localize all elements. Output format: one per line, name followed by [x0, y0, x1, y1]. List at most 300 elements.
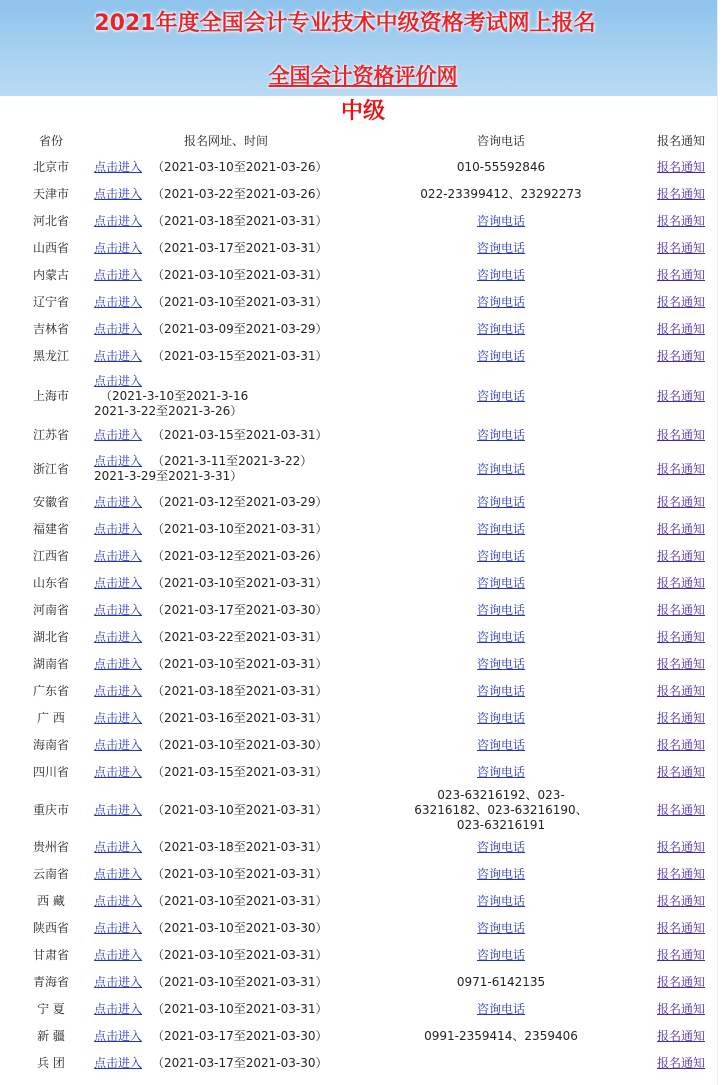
enter-link[interactable]: 点击进入: [94, 975, 143, 989]
url-time-cell: [94, 289, 358, 316]
phone-link[interactable]: 咨询电话: [476, 738, 525, 752]
enter-link[interactable]: 点击进入: [94, 684, 143, 698]
province-cell: 西 藏: [37, 894, 65, 908]
notice-link[interactable]: 报名通知: [656, 765, 705, 779]
date-range: （2021-03-17至2021-03-30）: [152, 603, 328, 617]
url-time-cell: [94, 651, 358, 678]
province-cell: 陕西省: [32, 921, 69, 935]
phone-cell: [358, 516, 644, 543]
date-range: （2021-03-10至2021-03-31）: [152, 894, 328, 908]
notice-cell: [644, 678, 718, 705]
phone-cell: [358, 915, 644, 942]
notice-cell: [644, 1050, 718, 1077]
notice-cell: [644, 915, 718, 942]
url-time-cell: [94, 678, 358, 705]
enter-link[interactable]: 点击进入: [94, 187, 143, 201]
date-range: （2021-03-17至2021-03-30）: [152, 1056, 328, 1070]
phone-cell: [358, 289, 644, 316]
enter-link[interactable]: 点击进入: [94, 322, 143, 336]
notice-link[interactable]: 报名通知: [656, 840, 705, 854]
phone-link[interactable]: 咨询电话: [476, 428, 525, 442]
notice-link[interactable]: 报名通知: [656, 948, 705, 962]
date-range: （2021-03-10至2021-03-31）: [152, 295, 328, 309]
url-time-cell: [94, 543, 358, 570]
url-time-cell: [94, 235, 358, 262]
phone-link[interactable]: 咨询电话: [476, 295, 525, 309]
phone-cell: [358, 208, 644, 235]
province-cell: 广东省: [32, 684, 69, 698]
table-row: [8, 289, 718, 316]
phone-link[interactable]: 咨询电话: [476, 657, 525, 671]
right-edge-strip: [717, 0, 726, 1085]
notice-link[interactable]: 报名通知: [656, 1029, 705, 1043]
table-row: [8, 996, 718, 1023]
province-cell: 内蒙古: [32, 268, 69, 282]
phone-link[interactable]: 咨询电话: [476, 322, 525, 336]
url-time-cell: [94, 516, 358, 543]
enter-link[interactable]: 点击进入: [94, 657, 143, 671]
url-time-cell: [94, 449, 358, 489]
date-range-second: 2021-3-29至2021-3-31）: [94, 469, 243, 483]
date-range: （2021-03-16至2021-03-31）: [152, 711, 328, 725]
notice-cell: [644, 235, 718, 262]
enter-link[interactable]: 点击进入: [94, 295, 143, 309]
province-cell: 广 西: [37, 711, 65, 725]
enter-link[interactable]: 点击进入: [94, 765, 143, 779]
table-row: [8, 516, 718, 543]
date-range: （2021-03-12至2021-03-29）: [152, 495, 328, 509]
header-banner: [0, 0, 726, 96]
date-range: （2021-03-18至2021-03-31）: [152, 684, 328, 698]
enter-link[interactable]: 点击进入: [94, 160, 143, 174]
enter-link[interactable]: 点击进入: [94, 1056, 143, 1070]
enter-link[interactable]: 点击进入: [94, 495, 143, 509]
url-time-cell: [94, 942, 358, 969]
enter-link[interactable]: 点击进入: [94, 738, 143, 752]
phone-number-line: 023-63216191: [456, 817, 546, 832]
phone-link[interactable]: 咨询电话: [476, 765, 525, 779]
province-cell: 天津市: [32, 187, 69, 201]
url-time-cell: [94, 915, 358, 942]
notice-link[interactable]: 报名通知: [656, 921, 705, 935]
phone-number: 010-55592846: [456, 160, 546, 174]
phone-cell: [358, 316, 644, 343]
notice-link[interactable]: 报名通知: [656, 1056, 705, 1070]
notice-cell: [644, 489, 718, 516]
phone-cell: [358, 489, 644, 516]
province-cell: 山东省: [32, 576, 69, 590]
header-url-time: 报名网址、时间: [183, 133, 268, 148]
notice-cell: [644, 289, 718, 316]
province-cell: 江西省: [32, 549, 69, 563]
phone-link[interactable]: 咨询电话: [476, 495, 525, 509]
notice-link[interactable]: 报名通知: [656, 684, 705, 698]
table-row: [8, 370, 718, 422]
notice-cell: [644, 516, 718, 543]
province-cell: 河北省: [32, 214, 69, 228]
enter-link[interactable]: 点击进入: [94, 214, 143, 228]
url-time-cell: [94, 597, 358, 624]
date-range: （2021-03-10至2021-03-31）: [152, 867, 328, 881]
phone-link[interactable]: 咨询电话: [476, 711, 525, 725]
date-range: （2021-03-15至2021-03-31）: [152, 349, 328, 363]
url-time-cell: [94, 996, 358, 1023]
enter-link[interactable]: 点击进入: [94, 1029, 143, 1043]
date-range: （2021-03-12至2021-03-26）: [152, 549, 328, 563]
phone-link[interactable]: 咨询电话: [476, 349, 525, 363]
province-cell: 山西省: [32, 241, 69, 255]
date-range: （2021-03-10至2021-03-31）: [152, 522, 328, 536]
date-range: （2021-03-15至2021-03-31）: [152, 765, 328, 779]
notice-link[interactable]: 报名通知: [656, 214, 705, 228]
table-row: [8, 861, 718, 888]
phone-cell: [358, 235, 644, 262]
notice-cell: [644, 969, 718, 996]
url-time-cell: [94, 343, 358, 370]
phone-number-line: 023-63216192、023-: [437, 787, 565, 802]
notice-cell: [644, 1023, 718, 1050]
date-range: （2021-03-10至2021-03-31）: [152, 576, 328, 590]
notice-cell: [644, 597, 718, 624]
notice-link[interactable]: 报名通知: [656, 630, 705, 644]
province-cell: 云南省: [32, 867, 69, 881]
table-row: [8, 489, 718, 516]
phone-cell: [358, 449, 644, 489]
date-range: （2021-03-15至2021-03-31）: [152, 428, 328, 442]
notice-cell: [644, 651, 718, 678]
date-range: （2021-03-10至2021-03-31）: [152, 802, 328, 817]
table-row: [8, 343, 718, 370]
enter-link[interactable]: 点击进入: [94, 840, 143, 854]
notice-cell: [644, 208, 718, 235]
table-row: [8, 597, 718, 624]
date-range: （2021-03-10至2021-03-26）: [152, 160, 328, 174]
table-row: [8, 759, 718, 786]
notice-cell: [644, 543, 718, 570]
notice-link[interactable]: 报名通知: [656, 160, 705, 174]
date-range: （2021-03-22至2021-03-31）: [152, 630, 328, 644]
phone-cell: [358, 262, 644, 289]
url-time-cell: [94, 834, 358, 861]
phone-cell: [358, 570, 644, 597]
enter-link[interactable]: 点击进入: [94, 373, 143, 388]
enter-link[interactable]: 点击进入: [94, 241, 143, 255]
table-row: [8, 235, 718, 262]
url-time-cell: [94, 316, 358, 343]
banner-site-link[interactable]: 全国会计资格评价网: [268, 64, 458, 88]
enter-link[interactable]: 点击进入: [94, 603, 143, 617]
enter-link[interactable]: 点击进入: [94, 921, 143, 935]
enter-link[interactable]: 点击进入: [94, 711, 143, 725]
province-cell: 甘肃省: [32, 948, 69, 962]
notice-cell: [644, 154, 718, 181]
enter-link[interactable]: 点击进入: [94, 1002, 143, 1016]
province-cell: 上海市: [32, 388, 69, 403]
date-range: （2021-03-10至2021-03-31）: [152, 948, 328, 962]
date-range: （2021-3-11至2021-3-22）: [152, 454, 313, 468]
phone-number: 022-23399412、23292273: [420, 187, 582, 201]
phone-cell: [358, 678, 644, 705]
notice-link[interactable]: 报名通知: [656, 802, 705, 817]
table-row: [8, 262, 718, 289]
enter-link[interactable]: 点击进入: [94, 268, 143, 282]
province-cell: 新 疆: [37, 1029, 65, 1043]
notice-link[interactable]: 报名通知: [656, 428, 705, 442]
url-time-cell: [94, 1050, 358, 1077]
phone-cell: [358, 786, 644, 834]
phone-link[interactable]: 咨询电话: [476, 840, 525, 854]
notice-link[interactable]: 报名通知: [656, 268, 705, 282]
phone-cell: [358, 422, 644, 449]
notice-link[interactable]: 报名通知: [656, 975, 705, 989]
province-cell: 江苏省: [32, 428, 69, 442]
notice-cell: [644, 343, 718, 370]
phone-link[interactable]: 咨询电话: [476, 461, 525, 476]
enter-link[interactable]: 点击进入: [94, 454, 143, 468]
notice-cell: [644, 942, 718, 969]
notice-cell: [644, 759, 718, 786]
phone-link[interactable]: 咨询电话: [476, 241, 525, 255]
phone-number: 0991-2359414、2359406: [424, 1029, 578, 1043]
notice-cell: [644, 181, 718, 208]
phone-cell: [358, 969, 644, 996]
banner-title: 2021年度全国会计专业技术中级资格考试网上报名: [94, 11, 596, 36]
page-title: 中级: [340, 99, 385, 124]
enter-link[interactable]: 点击进入: [94, 630, 143, 644]
province-cell: 海南省: [32, 738, 69, 752]
notice-link[interactable]: 报名通知: [656, 657, 705, 671]
phone-link[interactable]: 咨询电话: [476, 1002, 525, 1016]
province-cell: 湖北省: [32, 630, 69, 644]
url-time-cell: [94, 570, 358, 597]
phone-link[interactable]: 咨询电话: [476, 948, 525, 962]
phone-cell: [358, 861, 644, 888]
url-time-cell: [94, 262, 358, 289]
header-phone: 咨询电话: [476, 133, 525, 148]
date-range: （2021-03-17至2021-03-31）: [152, 241, 328, 255]
province-cell: 河南省: [32, 603, 69, 617]
notice-cell: [644, 624, 718, 651]
header-notice: 报名通知: [656, 133, 705, 148]
notice-link[interactable]: 报名通知: [656, 495, 705, 509]
date-range: （2021-03-10至2021-03-31）: [152, 1002, 328, 1016]
url-time-cell: [94, 705, 358, 732]
date-range: （2021-03-10至2021-03-30）: [152, 921, 328, 935]
phone-link[interactable]: 咨询电话: [476, 921, 525, 935]
table-row: [8, 449, 718, 489]
header-province: 省份: [38, 133, 63, 148]
notice-link[interactable]: 报名通知: [656, 1002, 705, 1016]
phone-link[interactable]: 咨询电话: [476, 684, 525, 698]
table-row: [8, 834, 718, 861]
date-range: （2021-03-17至2021-03-30）: [152, 1029, 328, 1043]
notice-cell: [644, 262, 718, 289]
phone-link[interactable]: 咨询电话: [476, 867, 525, 881]
notice-link[interactable]: 报名通知: [656, 711, 705, 725]
phone-cell: [358, 732, 644, 759]
table-row: [8, 1023, 718, 1050]
date-range: （2021-03-10至2021-03-31）: [152, 657, 328, 671]
province-cell: 贵州省: [32, 840, 69, 854]
phone-link[interactable]: 咨询电话: [476, 603, 525, 617]
phone-link[interactable]: 咨询电话: [476, 522, 525, 536]
table-row: [8, 651, 718, 678]
date-range-second: 2021-3-22至2021-3-26）: [94, 403, 243, 418]
province-cell: 青海省: [32, 975, 69, 989]
enter-link[interactable]: 点击进入: [94, 576, 143, 590]
url-time-cell: [94, 208, 358, 235]
province-cell: 福建省: [32, 522, 69, 536]
table-row: [8, 422, 718, 449]
table-row: [8, 181, 718, 208]
enter-link[interactable]: 点击进入: [94, 894, 143, 908]
date-range: （2021-03-18至2021-03-31）: [152, 214, 328, 228]
notice-link[interactable]: 报名通知: [656, 867, 705, 881]
province-cell: 黑龙江: [32, 349, 69, 363]
table-row: [8, 732, 718, 759]
registration-table: [8, 128, 718, 1077]
phone-cell: [358, 942, 644, 969]
province-cell: 浙江省: [32, 461, 69, 476]
province-cell: 重庆市: [32, 802, 69, 817]
notice-link[interactable]: 报名通知: [656, 522, 705, 536]
notice-link[interactable]: 报名通知: [656, 576, 705, 590]
table-row: [8, 888, 718, 915]
province-cell: 湖南省: [32, 657, 69, 671]
notice-cell: [644, 732, 718, 759]
table-row: [8, 570, 718, 597]
notice-link[interactable]: 报名通知: [656, 388, 705, 403]
enter-link[interactable]: 点击进入: [94, 802, 143, 817]
table-row: [8, 705, 718, 732]
phone-cell: [358, 543, 644, 570]
notice-cell: [644, 316, 718, 343]
notice-cell: [644, 422, 718, 449]
phone-number: 0971-6142135: [456, 975, 546, 989]
phone-cell: [358, 996, 644, 1023]
phone-link[interactable]: 咨询电话: [476, 894, 525, 908]
phone-link[interactable]: 咨询电话: [476, 268, 525, 282]
date-range: （2021-03-10至2021-03-30）: [152, 738, 328, 752]
enter-link[interactable]: 点击进入: [94, 349, 143, 363]
notice-cell: [644, 861, 718, 888]
url-time-cell: [94, 370, 358, 422]
url-time-cell: [94, 422, 358, 449]
notice-link[interactable]: 报名通知: [656, 461, 705, 476]
phone-cell: [358, 597, 644, 624]
phone-link[interactable]: 咨询电话: [476, 388, 525, 403]
table-header-row: [8, 128, 718, 154]
notice-cell: [644, 370, 718, 422]
url-time-cell: [94, 732, 358, 759]
notice-cell: [644, 786, 718, 834]
phone-cell: [358, 1050, 644, 1077]
table-row: [8, 678, 718, 705]
table-row: [8, 543, 718, 570]
phone-cell: [358, 705, 644, 732]
enter-link[interactable]: 点击进入: [94, 867, 143, 881]
phone-link[interactable]: 咨询电话: [476, 576, 525, 590]
date-range: （2021-03-22至2021-03-26）: [152, 187, 328, 201]
enter-link[interactable]: 点击进入: [94, 428, 143, 442]
url-time-cell: [94, 759, 358, 786]
notice-link[interactable]: 报名通知: [656, 894, 705, 908]
notice-link[interactable]: 报名通知: [656, 603, 705, 617]
table-row: [8, 316, 718, 343]
province-cell: 辽宁省: [32, 295, 69, 309]
province-cell: 安徽省: [32, 495, 69, 509]
notice-link[interactable]: 报名通知: [656, 322, 705, 336]
notice-cell: [644, 888, 718, 915]
url-time-cell: [94, 154, 358, 181]
phone-link[interactable]: 咨询电话: [476, 630, 525, 644]
table-row: [8, 915, 718, 942]
phone-link[interactable]: 咨询电话: [476, 549, 525, 563]
province-cell: 四川省: [32, 765, 69, 779]
phone-cell: [358, 759, 644, 786]
phone-cell: [358, 651, 644, 678]
enter-link[interactable]: 点击进入: [94, 948, 143, 962]
table-row: [8, 786, 718, 834]
province-cell: 吉林省: [32, 322, 69, 336]
phone-cell: [358, 181, 644, 208]
phone-number-line: 63216182、023-63216190、: [414, 802, 588, 817]
url-time-cell: [94, 489, 358, 516]
province-cell: 宁 夏: [37, 1002, 65, 1016]
url-time-cell: [94, 786, 358, 834]
phone-cell: [358, 343, 644, 370]
date-range: （2021-3-10至2021-3-16: [100, 388, 249, 403]
notice-cell: [644, 705, 718, 732]
notice-link[interactable]: 报名通知: [656, 738, 705, 752]
table-row: [8, 942, 718, 969]
enter-link[interactable]: 点击进入: [94, 522, 143, 536]
url-time-cell: [94, 624, 358, 651]
notice-cell: [644, 449, 718, 489]
notice-link[interactable]: 报名通知: [656, 349, 705, 363]
table-row: [8, 208, 718, 235]
phone-cell: [358, 624, 644, 651]
notice-link[interactable]: 报名通知: [656, 549, 705, 563]
notice-link[interactable]: 报名通知: [656, 295, 705, 309]
date-range: （2021-03-09至2021-03-29）: [152, 322, 328, 336]
url-time-cell: [94, 888, 358, 915]
phone-cell: [358, 1023, 644, 1050]
notice-cell: [644, 834, 718, 861]
date-range: （2021-03-10至2021-03-31）: [152, 268, 328, 282]
url-time-cell: [94, 1023, 358, 1050]
table-row: [8, 624, 718, 651]
province-cell: 北京市: [32, 160, 69, 174]
notice-link[interactable]: 报名通知: [656, 241, 705, 255]
table-row: [8, 969, 718, 996]
enter-link[interactable]: 点击进入: [94, 549, 143, 563]
phone-cell: [358, 888, 644, 915]
phone-cell: [358, 370, 644, 422]
phone-cell: [358, 834, 644, 861]
phone-link[interactable]: 咨询电话: [476, 214, 525, 228]
notice-link[interactable]: 报名通知: [656, 187, 705, 201]
notice-cell: [644, 996, 718, 1023]
table-row: [8, 154, 718, 181]
url-time-cell: [94, 969, 358, 996]
table-row: [8, 1050, 718, 1077]
phone-cell: [358, 154, 644, 181]
province-cell: 兵 团: [37, 1056, 65, 1070]
date-range: （2021-03-10至2021-03-31）: [152, 975, 328, 989]
url-time-cell: [94, 861, 358, 888]
url-time-cell: [94, 181, 358, 208]
